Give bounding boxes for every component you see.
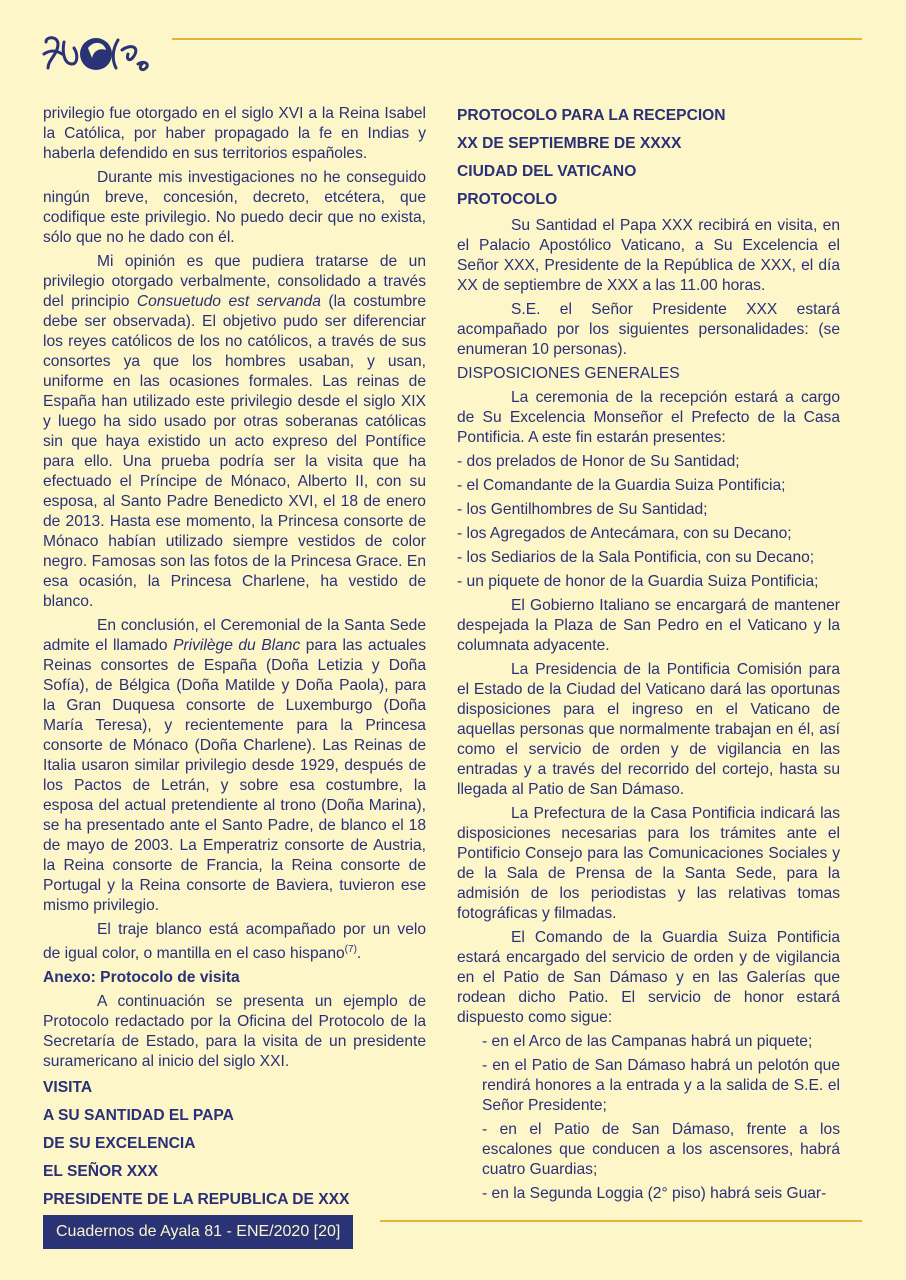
list-item: - el Comandante de la Guardia Suiza Pontificia; (457, 477, 786, 494)
list-item: - dos prelados de Honor de Su Santidad; (457, 453, 740, 470)
paragraph: Mi opinión es que pudiera tratarse de un privilegio otorgado verbalmente, consolidado a través del principio Consuetudo est servanda (la costumbre debe ser observada). El objetivo pudo ser diferenciar los reyes católicos de los no católicos, a través de sus consortes ya que los hombres usaban, y usan, uniforme en las ocasiones formales. Las reinas de España han utilizado este privilegio desde el siglo XIX y luego ha sido usado por otras soberanas católicas sin que haya existido un acto expreso del Pontífice para ello. Una prueba podría ser la visita que ha efectuado el Príncipe de Mónaco, Alberto II, con su esposa, al Santo Padre Benedicto XVI, el 18 de enero de 2013. Hasta ese momento, la Princesa consorte de Mónaco habían utilizado siempre vestidos de color negro. Famosas son las fotos de la Princesa Grace. En esa ocasión, la Princesa Charlene, ha vestido de blanco. (43, 253, 426, 610)
paragraph: El Gobierno Italiano se encargará de mantener despejada la Plaza de San Pedro en el Vaticano y la columnata adyacente. (457, 597, 840, 654)
french-phrase: Privilège du Blanc (173, 637, 301, 654)
protocol-title (457, 104, 840, 212)
visit-line: EL SEÑOR XXX (43, 1163, 158, 1180)
title-line: CIUDAD DEL VATICANO (457, 163, 637, 180)
right-column (457, 104, 840, 1208)
list-item: - los Sediarios de la Sala Pontificia, con su Decano; (457, 549, 815, 566)
footer-rule (380, 1220, 862, 1222)
title-line: XX DE SEPTIEMBRE DE XXXX (457, 135, 682, 152)
annex-heading: Anexo: Protocolo de visita (43, 969, 240, 986)
list-item: - los Gentilhombres de Su Santidad; (457, 501, 708, 518)
visit-title (43, 1076, 426, 1212)
paragraph: Su Santidad el Papa XXX recibirá en visita, en el Palacio Apostólico Vaticano, a Su Excelencia el Señor XXX, Presidente de la República de XXX, el día XX de septiembre de XXX a las 11.00 horas. (457, 217, 840, 294)
paragraph: Durante mis investigaciones no he conseguido ningún breve, concesión, decreto, etcétera, que codifique este privilegio. No puedo decir que no exista, sólo que no he dado con él. (43, 169, 426, 246)
paragraph: privilegio fue otorgado en el siglo XVI a la Reina Isabel la Católica, por haber propagado la fe en Indias y haberla defendido en sus territorios españoles. (43, 105, 426, 162)
list-item: - un piquete de honor de la Guardia Suiza Pontificia; (457, 573, 819, 590)
visit-line: A SU SANTIDAD EL PAPA (43, 1107, 234, 1124)
visit-line: PRESIDENTE DE LA REPUBLICA DE XXX (43, 1191, 350, 1208)
paragraph: El traje blanco está acompañado por un velo de igual color, o mantilla en el caso hispano$^{(7)}$. (43, 921, 426, 962)
title-line: PROTOCOLO PARA LA RECEPCION (457, 107, 726, 124)
list-item: - en la Segunda Loggia (2° piso) habrá seis Guar- (482, 1185, 827, 1202)
visit-line: VISITA (43, 1079, 93, 1096)
list-item: - en el Patio de San Dámaso, frente a los escalones que conducen a los ascensores, habrá cuatro Guardias; (482, 1121, 840, 1178)
paragraph: El Comando de la Guardia Suiza Pontificia estará encargado del servicio de orden y de vigilancia en el Patio de San Dámaso y en las Galerías que rodean dicho Patio. El servicio de honor estará dispuesto como sigue: (457, 929, 840, 1026)
visit-line: DE SU EXCELENCIA (43, 1135, 196, 1152)
journal-logo (42, 34, 154, 74)
list-item: - los Agregados de Antecámara, con su Decano; (457, 525, 792, 542)
footnote-ref: (7) (344, 944, 357, 955)
list-item: - en el Patio de San Dámaso habrá un pelotón que rendirá honores a la entrada y a la salida de S.E. el Señor Presidente; (482, 1057, 840, 1114)
paragraph: La Presidencia de la Pontificia Comisión para el Estado de la Ciudad del Vaticano dará las oportunas disposiciones para el ingreso en el Vaticano de aquellas personas que normalmente trabajan en él, así como el servicio de orden y de vigilancia en las entradas y a través del recorrido del cortejo, hasta su llegada al Patio de San Dámaso. (457, 661, 840, 798)
list-item: - en el Arco de las Campanas habrá un piquete; (482, 1033, 813, 1050)
header-rule (172, 38, 862, 40)
section-heading: DISPOSICIONES GENERALES (457, 365, 680, 382)
paragraph: S.E. el Señor Presidente XXX estará acompañado por los siguientes personalidades: (se enumeran 10 personas). (457, 301, 840, 358)
left-column (43, 104, 426, 1216)
paragraph: La Prefectura de la Casa Pontificia indicará las disposiciones necesarias para los trámites ante el Pontificio Consejo para las Comunicaciones Sociales y de la Sala de Prensa de la Santa Sede, para la admisión de los periodistas y las relativas tomas fotográficas y filmadas. (457, 805, 840, 922)
paragraph: La ceremonia de la recepción estará a cargo de Su Excelencia Monseñor el Prefecto de la Casa Pontificia. A este fin estarán presentes: (457, 389, 840, 446)
latin-phrase: Consuetudo est servanda (136, 293, 321, 310)
paragraph: En conclusión, el Ceremonial de la Santa Sede admite el llamado Privilège du Blanc para las actuales Reinas consortes de España (Doña Letizia y Doña Sofía), de Bélgica (Doña Matilde y Doña Paola), para la Gran Duquesa consorte de Luxemburgo (Doña María Teresa), y recientemente para la Princesa consorte de Mónaco (Doña Charlene). Las Reinas de Italia usaron similar privilegio desde 1929, después de los Pactos de Letrán, y sobre esa costumbre, la esposa del actual pretendiente al trono (Doña Marina), se ha presentado ante el Santo Padre, de blanco el 18 de mayo de 2003. La Emperatriz consorte de Austria, la Reina consorte de Francia, la Reina consorte de Portugal y la Reina consorte de Baviera, tuvieron ese mismo privilegio. (43, 617, 426, 914)
title-line: PROTOCOLO (457, 191, 558, 208)
paragraph: A continuación se presenta un ejemplo de Protocolo redactado por la Oficina del Protocolo de la Secretaría de Estado, para la visita de un presidente suramericano al inicio del siglo XXI. (43, 993, 426, 1070)
page-footer: Cuadernos de Ayala 81 - ENE/2020 [20] (43, 1215, 353, 1249)
